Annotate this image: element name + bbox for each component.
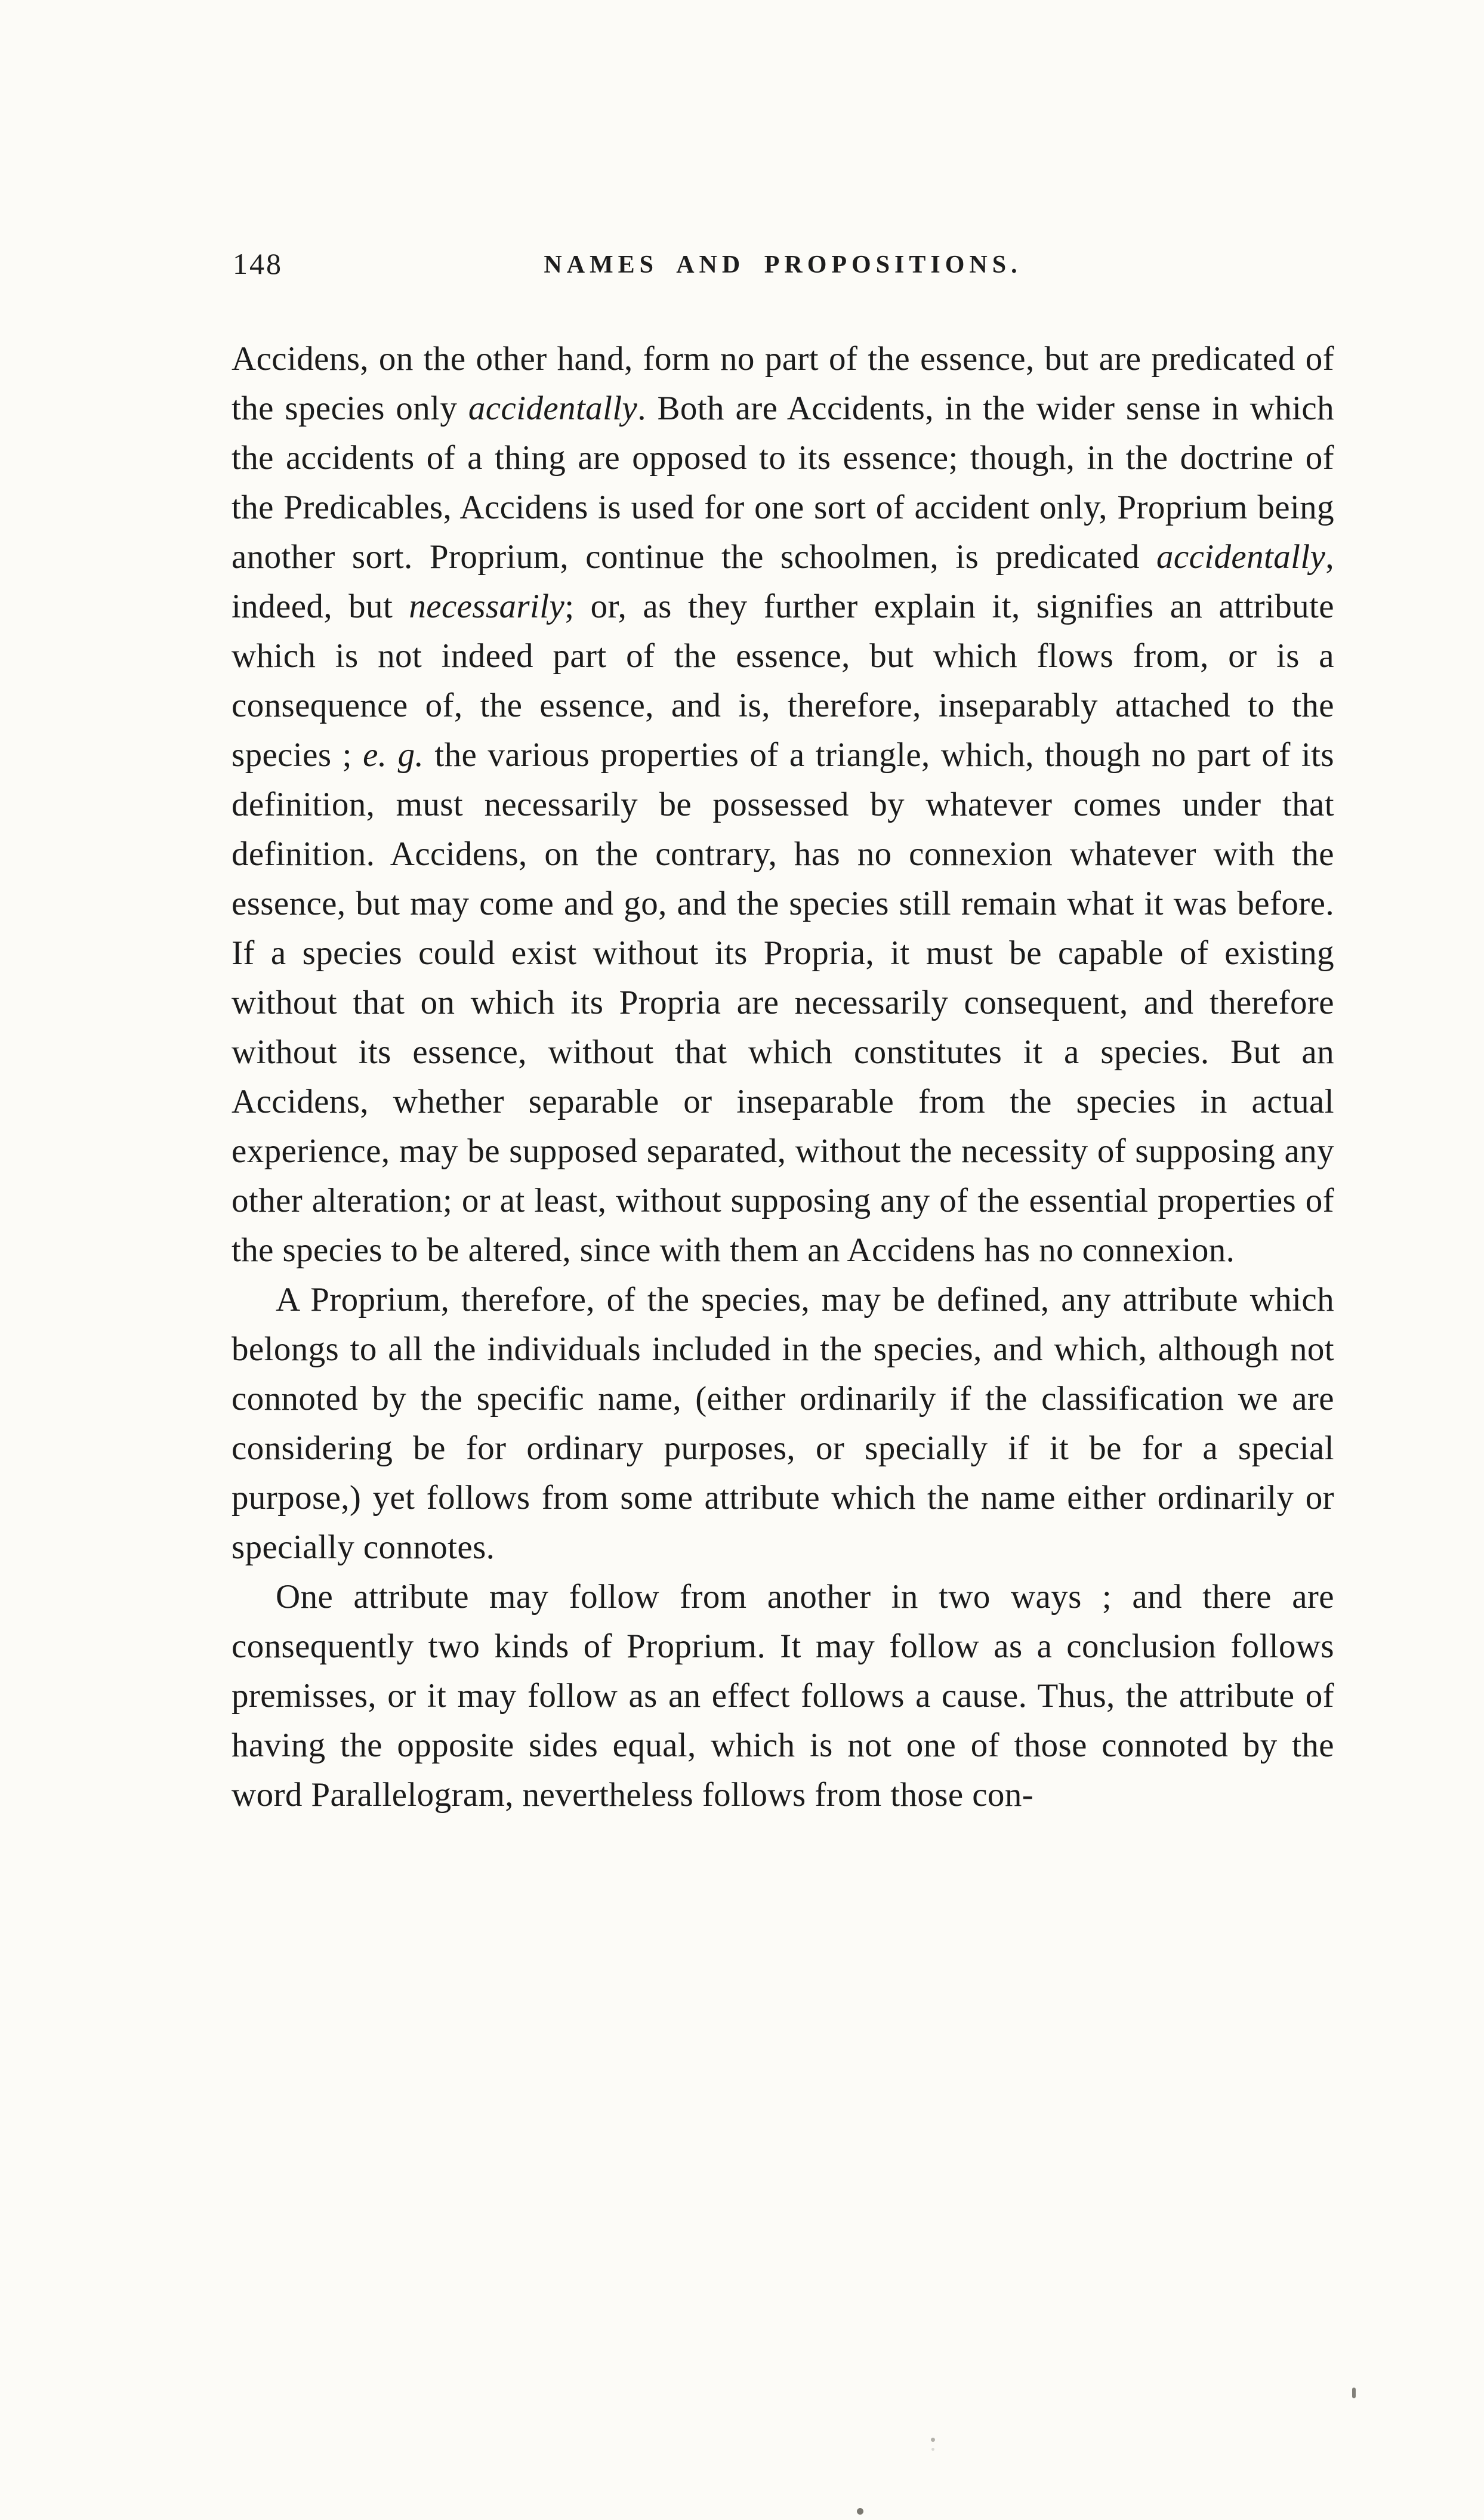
italic-text-run: accidentally: [468, 390, 638, 427]
paragraph: [232, 1572, 1334, 1820]
text-column: [232, 247, 1334, 1820]
italic-text-run: accidentally: [1156, 538, 1326, 576]
text-run: Accidens, on the other hand, form no part of the essence, but are predicated of the species only: [232, 340, 1334, 427]
italic-text-run: necessarily: [409, 588, 565, 625]
italic-text-run: e. g.: [363, 736, 424, 774]
text-run: A Proprium, therefore, of the species, may be defined, any attribute which belongs to all the individuals included in the species, and which, although not connoted by the specific name, (either ordinarily if the classification we are considering be for ordinary purposes, or specially if it be for a special purpose,) yet follows from some attribute which the name either ordinarily or specially connotes.: [232, 1281, 1334, 1566]
scan-speck: [1352, 2388, 1356, 2398]
text-run: One attribute may follow from another in two ways ; and there are consequently two kinds of Proprium. It may follow as a conclusion follows premisses, or it may follow as an effect follows a cause. Thus, the attribute of having the opposite sides equal, which is not one of those connoted by the word Parallelogram, nevertheless follows from those con-: [232, 1578, 1334, 1814]
page-number: 148: [233, 247, 283, 280]
text-run: , indeed, but: [232, 538, 1334, 625]
running-header: NAMES AND PROPOSITIONS.: [544, 251, 1022, 279]
scan-speck: [931, 2438, 935, 2442]
paragraph: [232, 334, 1334, 1275]
paragraph: [232, 1275, 1334, 1572]
page-header: [232, 247, 1334, 282]
text-run: . Both are Accidents, in the wider sense in which the accidents of a thing are opposed to its essence; though, in the doctrine of the Predicables, Accidens is used for one sort of accident only, Proprium being another sort. Proprium, continue the schoolmen, is predicated: [232, 390, 1334, 576]
text-run: the various properties of a triangle, which, though no part of its definition, must necessarily be possessed by whatever comes under that definition. Accidens, on the contrary, has no connexion whatever with the essence, but may come and go, and the species still remain what it was before. If a species could exist without its Propria, it must be capable of existing without that on which its Propria are necessarily consequent, and therefore without its essence, without that which constitutes it a species. But an Accidens, whether separable or inseparable from the species in actual experience, may be supposed separated, without the necessity of supposing any other alteration; or at least, without supposing any of the essential properties of the species to be altered, since with them an Accidens has no connexion.: [232, 736, 1334, 1269]
body-text: [232, 334, 1334, 1820]
scan-speck: [857, 2508, 863, 2515]
text-run: ; or, as they further explain it, signifies an attribute which is not indeed part of the essence, but which flows from, or is a consequence of, the essence, and is, therefore, inseparably attached to the species ;: [232, 588, 1334, 774]
